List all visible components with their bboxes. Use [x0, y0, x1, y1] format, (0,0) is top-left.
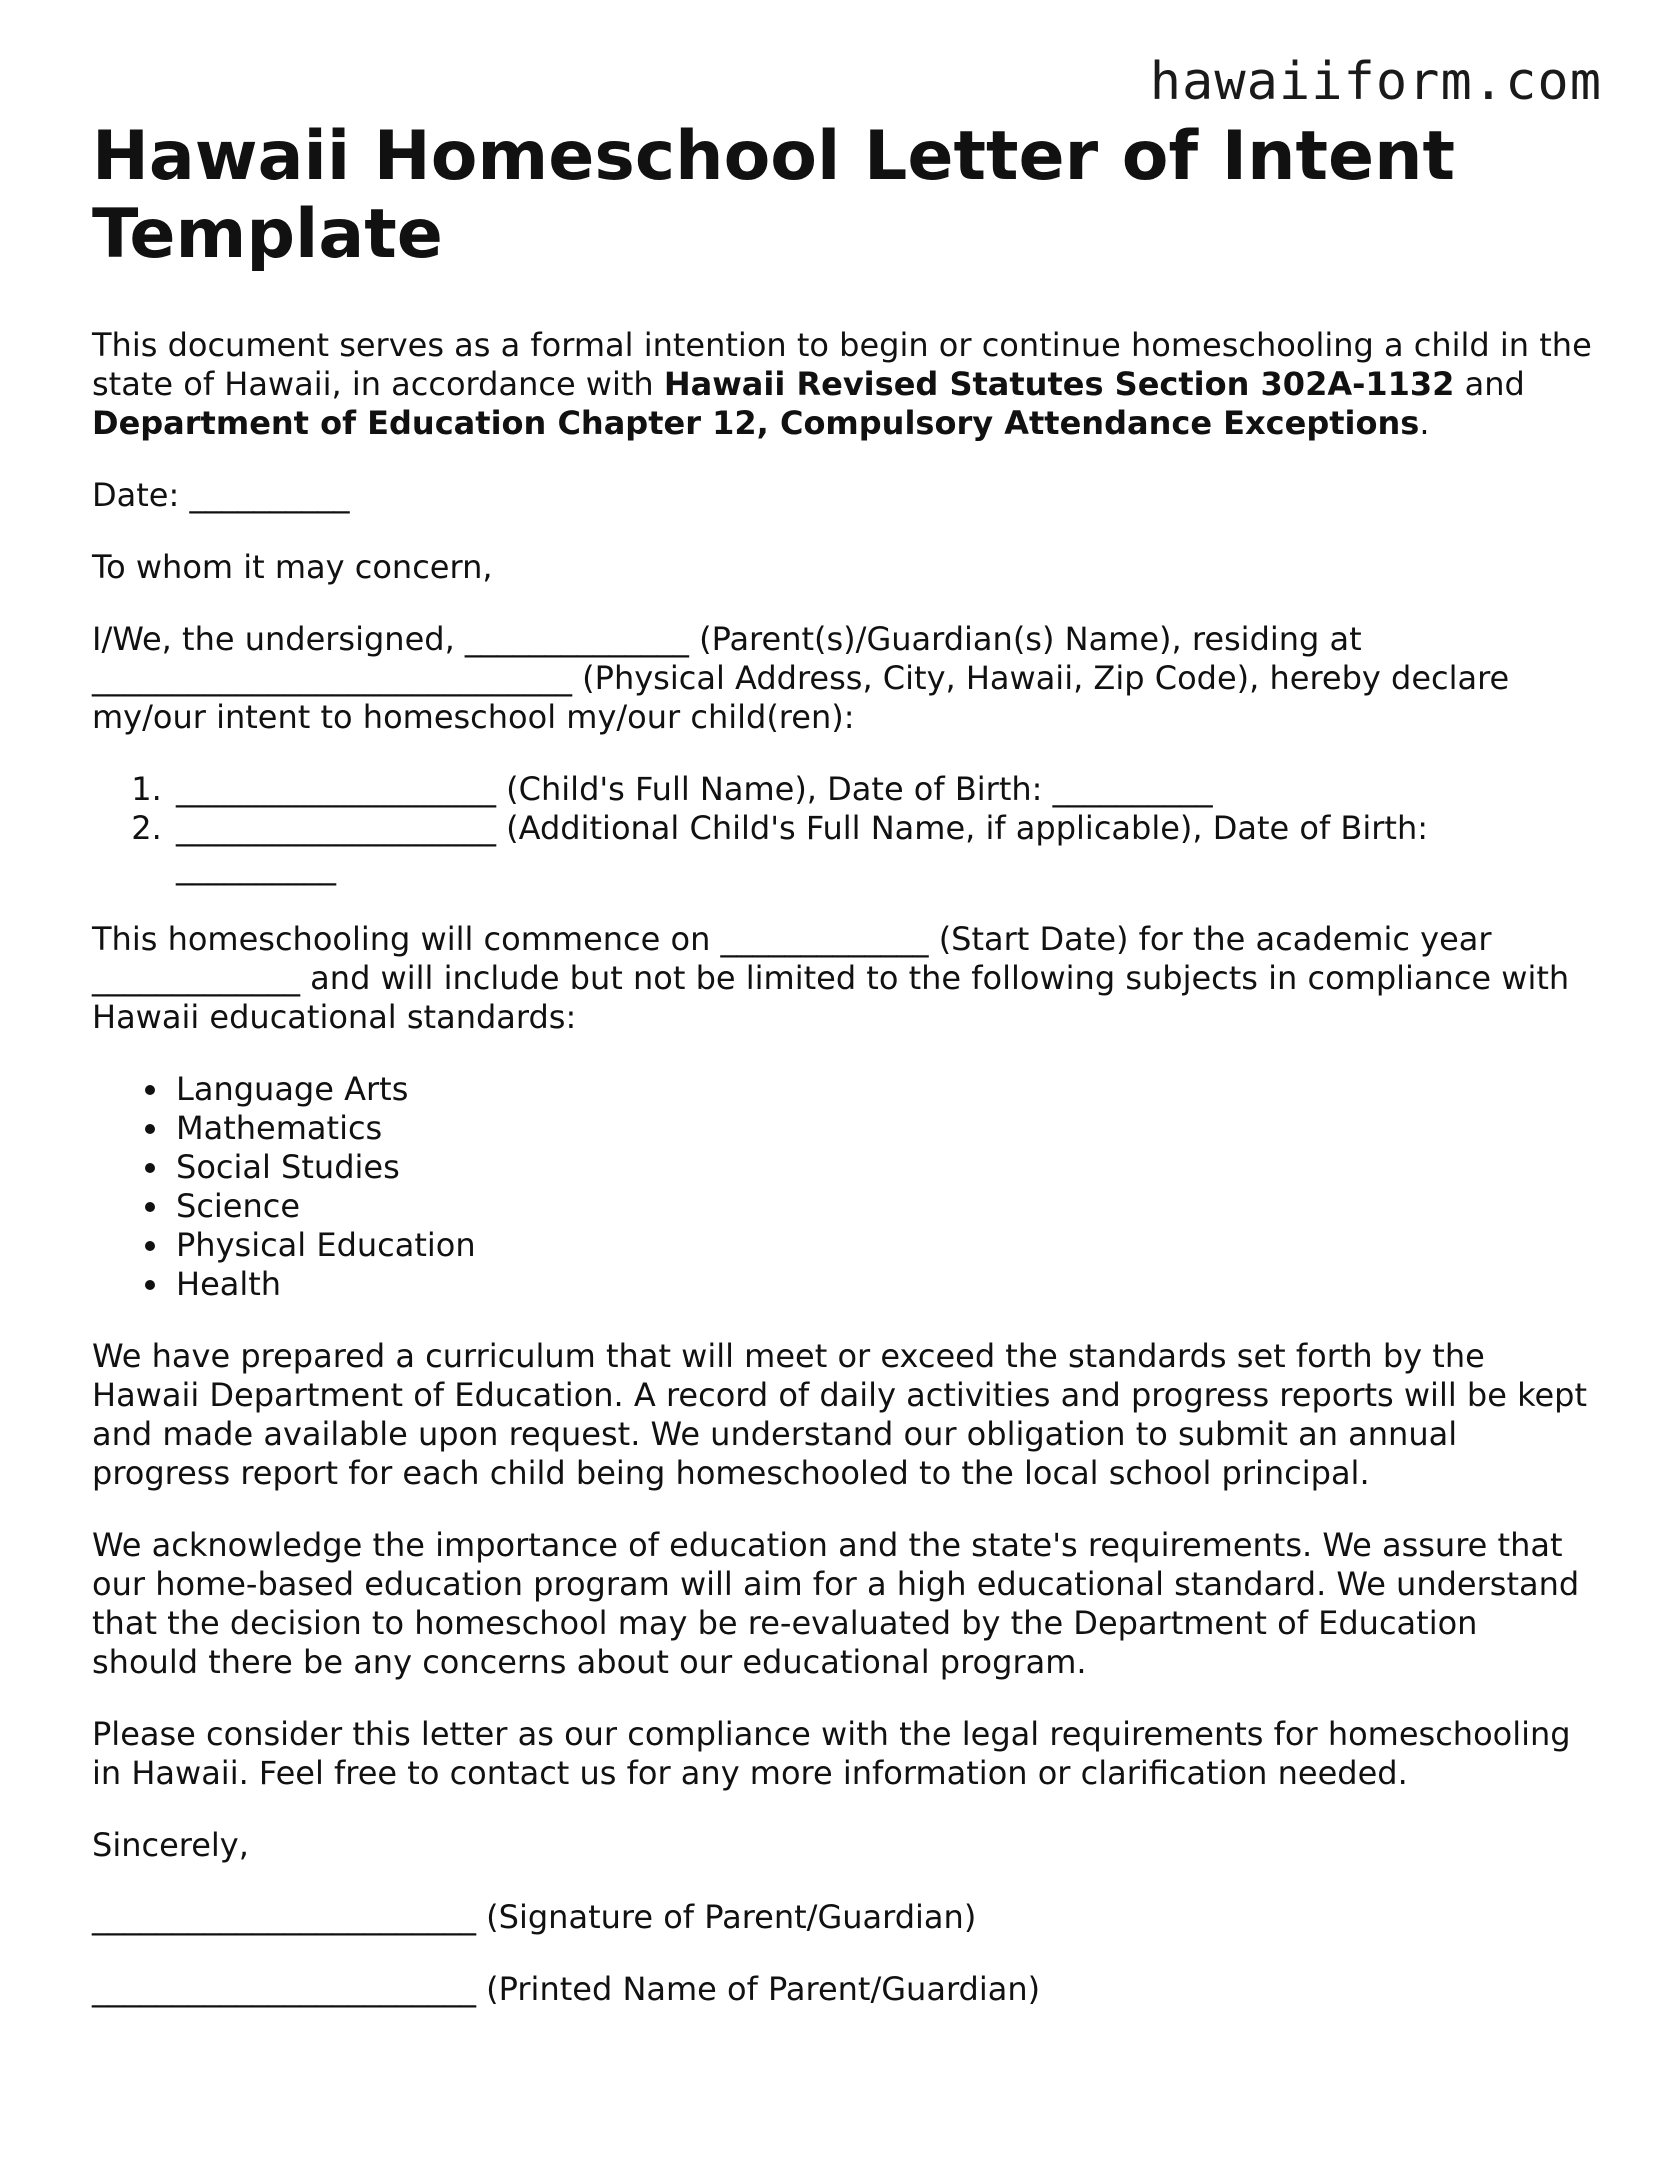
closing: Sincerely, — [92, 1826, 249, 1864]
curriculum-paragraph: We have prepared a curriculum that will meet or exceed the standards set forth by the Hawaii Department of Education. A record of daily activities and progress reports will be kept and made available upon request. We understand our obligation to submit an annual progress report for each child being homeschooled to the local school principal. — [92, 1337, 1587, 1492]
subject-item: • Language Arts — [172, 1070, 1592, 1109]
declaration-paragraph: I/We, the undersigned, ______________ (Parent(s)/Guardian(s) Name), residing at ______________________________ (Physical Address, City, Hawaii, Zip Code), hereby declare my/our intent to homeschool my/our child(ren): — [92, 620, 1510, 736]
child-entry-2: 2. ____________________ (Additional Child's Full Name, if applicable), Date of Birth: __________ — [172, 809, 1592, 887]
site-watermark: hawaiiform.com — [1149, 52, 1602, 112]
commencement-paragraph: This homeschooling will commence on _____________ (Start Date) for the academic year _____________ and will include but not be limited to the following subjects in compliance with Hawaii educational standards: — [92, 920, 1570, 1036]
child-entry-1: 1. ____________________ (Child's Full Name), Date of Birth: __________ — [172, 770, 1592, 809]
letter-body — [92, 118, 1592, 2042]
subjects-list — [92, 1070, 1592, 1304]
subject-item: • Health — [172, 1265, 1592, 1304]
chapter-reference: Department of Education Chapter 12, Compulsory Attendance Exceptions — [92, 404, 1420, 442]
subject-item: • Mathematics — [172, 1109, 1592, 1148]
subject-item: • Science — [172, 1187, 1592, 1226]
statute-reference: Hawaii Revised Statutes Section 302A-1132 — [663, 365, 1455, 403]
children-list — [92, 770, 1592, 887]
intro-text-2: and — [1454, 365, 1525, 403]
acknowledgement-paragraph: We acknowledge the importance of education and the state's requirements. We assure that our home-based education program will aim for a high educational standard. We understand that the decision to homeschool may be re-evaluated by the Department of Education should there be any concerns about our educational program. — [92, 1526, 1580, 1681]
page-title: Hawaii Homeschool Letter of Intent Template — [92, 117, 1456, 274]
intro-paragraph — [92, 326, 1592, 443]
compliance-paragraph: Please consider this letter as our compliance with the legal requirements for homeschooling in Hawaii. Feel free to contact us for any more information or clarification needed. — [92, 1715, 1571, 1792]
salutation: To whom it may concern, — [92, 548, 493, 586]
intro-text-3: . — [1419, 404, 1430, 442]
intro-text-1: This document serves as a formal intention to begin or continue homeschooling a child in the state of Hawaii, in accordance with — [92, 326, 1592, 403]
subject-item: • Physical Education — [172, 1226, 1592, 1265]
date-line: Date: __________ — [92, 476, 350, 514]
subject-item: • Social Studies — [172, 1148, 1592, 1187]
signature-line: ________________________ (Signature of Parent/Guardian) — [92, 1898, 977, 1936]
printed-name-line: ________________________ (Printed Name of Parent/Guardian) — [92, 1970, 1041, 2008]
